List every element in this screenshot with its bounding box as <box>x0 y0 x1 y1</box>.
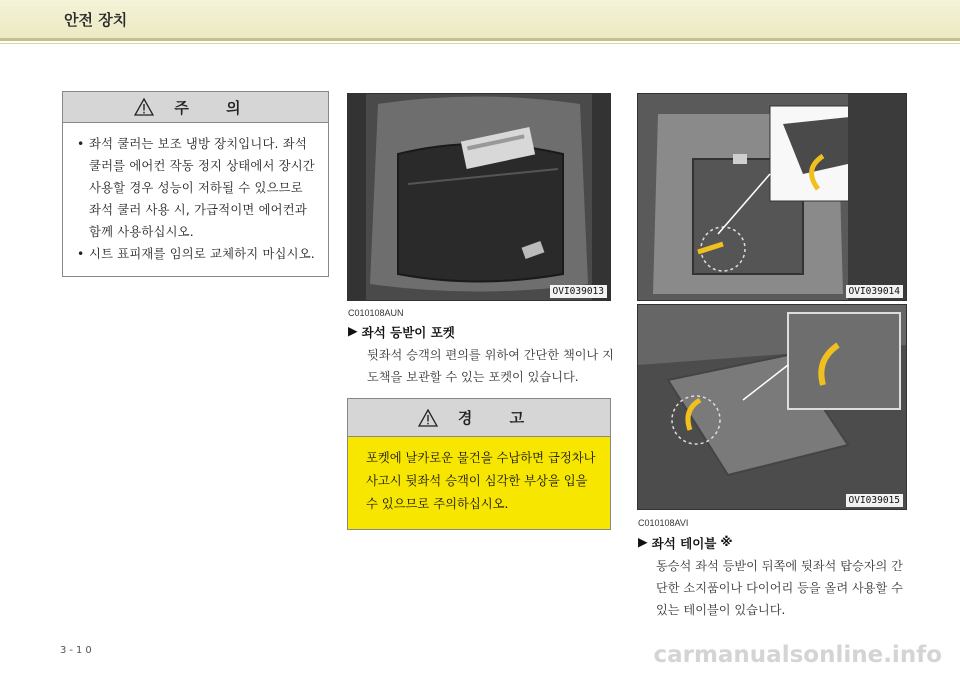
triangle-bullet-icon: ▶ <box>638 534 648 549</box>
warning-triangle-icon <box>418 409 438 427</box>
caution-item: • 시트 표피재를 임의로 교체하지 마십시오. <box>77 243 318 265</box>
seatback-table-closed-photo <box>637 93 907 301</box>
caution-box <box>62 91 329 277</box>
warning-header <box>348 399 610 437</box>
table-section-body: 동승석 좌석 등받이 뒤쪽에 뒷좌석 탑승자의 간단한 소지품이나 다이어리 등을 올려 사용할 수 있는 테이블이 있습니다. <box>656 559 903 617</box>
seatback-table-open-illustration <box>638 305 906 509</box>
seatback-pocket-illustration <box>348 94 610 300</box>
warning-box <box>347 398 611 530</box>
triangle-bullet-icon: ▶ <box>348 323 358 338</box>
table-section-title-text: 좌석 테이블 <box>651 536 717 551</box>
photo-code: OVI039013 <box>550 285 607 298</box>
option-mark: ※ <box>720 534 733 549</box>
caution-list <box>63 123 328 265</box>
seatback-table-open-photo <box>637 304 907 510</box>
section-title: 안전 장치 <box>64 11 128 29</box>
warning-title: 경 고 <box>457 409 541 427</box>
watermark: carmanualsonline.info <box>653 642 942 668</box>
pocket-section-title-text: 좌석 등받이 포켓 <box>361 325 455 340</box>
photo-code: OVI039015 <box>846 494 903 507</box>
header-divider <box>0 43 960 44</box>
photo-code: OVI039014 <box>846 285 903 298</box>
pocket-section-title <box>348 323 455 341</box>
seatback-pocket-photo <box>347 93 611 301</box>
table-section-title <box>638 534 733 552</box>
pocket-section-code: C010108AUN <box>348 308 404 318</box>
page-header <box>0 0 960 41</box>
caution-title: 주 의 <box>174 98 257 117</box>
page-number: 3-10 <box>60 645 95 656</box>
caution-item: • 좌석 쿨러는 보조 냉방 장치입니다. 좌석 쿨러를 에어컨 작동 정지 상태에서 장시간 사용할 경우 성능이 저하될 수 있으므로 좌석 쿨러 사용 시, 가급적이면 에어컨과 함께 사용하십시오. <box>77 133 318 243</box>
pocket-section-body: 뒷좌석 승객의 편의를 위하여 간단한 책이나 지도책을 보관할 수 있는 포켓이 있습니다. <box>367 348 614 384</box>
warning-text: 포켓에 날카로운 물건을 수납하면 급정차나 사고시 뒷좌석 승객이 심각한 부상을 입을 수 있으므로 주의하십시오. <box>366 451 596 511</box>
table-section-code: C010108AVI <box>638 518 689 528</box>
warning-triangle-icon <box>134 98 154 116</box>
caution-header <box>63 92 328 123</box>
seatback-table-closed-illustration <box>638 94 906 300</box>
